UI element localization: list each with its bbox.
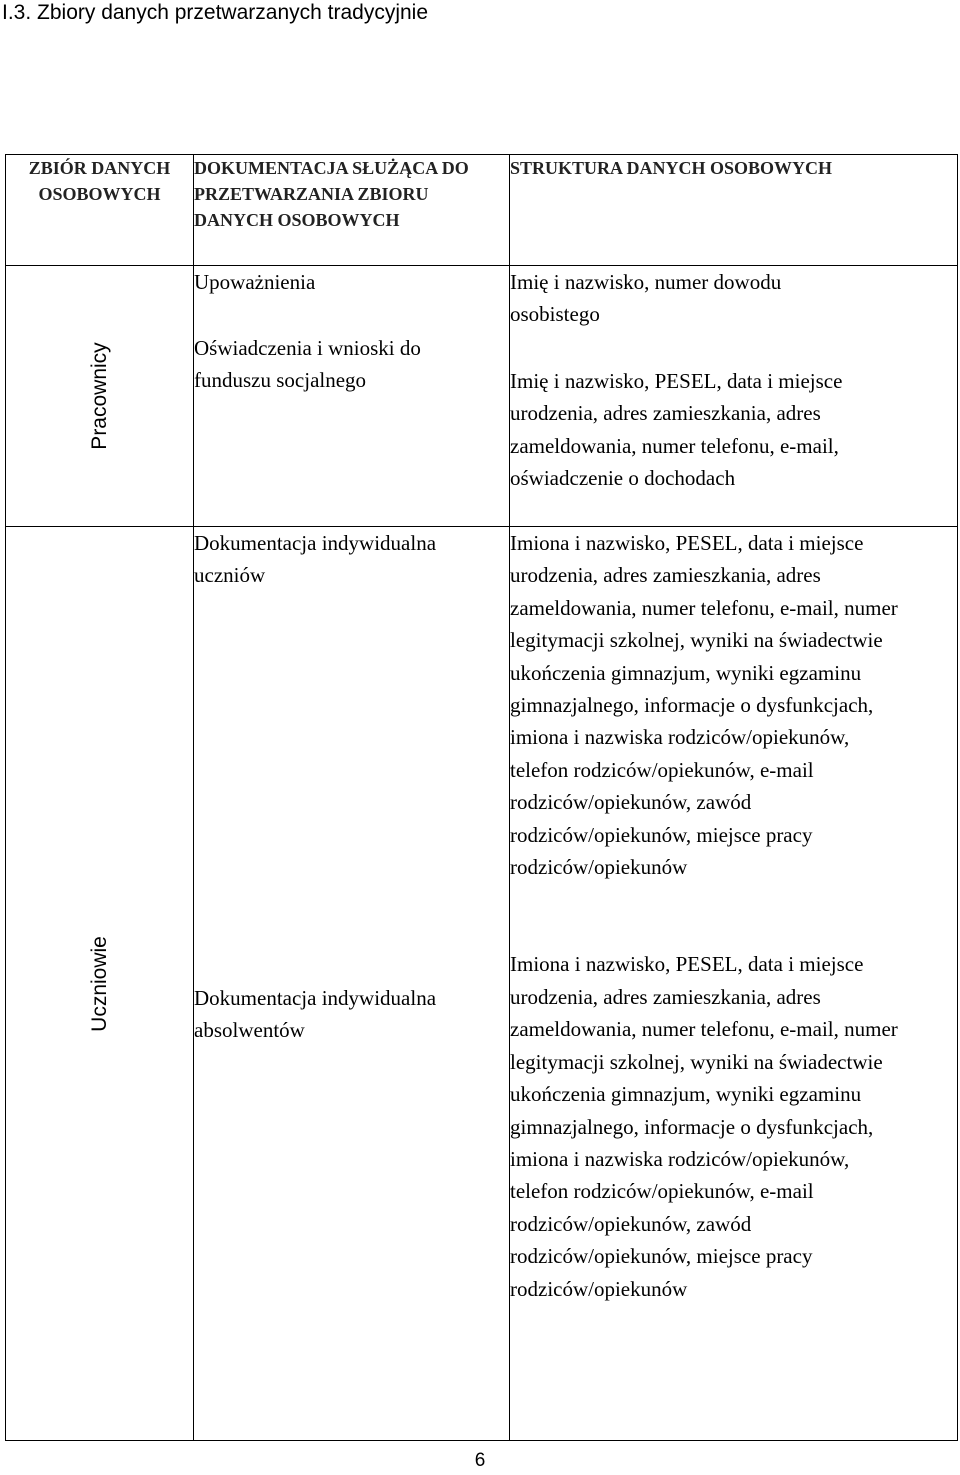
- structure-text: Imię i nazwisko, numer dowodu osobistego: [510, 270, 782, 327]
- category-label-employees: Pracownicy: [87, 342, 111, 450]
- table-header-row: [6, 155, 958, 266]
- category-label-students: Uczniowie: [87, 935, 111, 1032]
- structure-text: Imiona i nazwisko, PESEL, data i miejsce urodzenia, adres zamieszkania, adres zameldowania, numer telefonu, e-mail, numer legitymacji szkolnej, wyniki na świadectwie ukończenia gimnazjum, wyniki egzaminu gimnazjalnego, informacje o dysfunkcjach, imiona i nazwiska rodziców/opiekunów, telefon rodziców/opiekunów, e-mail rodziców/opiekunów, zawód rodziców/opiekunów, miejsce pracy rodziców/opiekunów: [510, 531, 898, 880]
- document-name: Oświadczenia i wnioski do funduszu socjalnego: [194, 336, 421, 392]
- page-number: 6: [474, 1450, 486, 1471]
- table-row-students: [6, 527, 958, 1441]
- header-documentation: DOKUMENTACJA SŁUŻĄCA DO PRZETWARZANIA ZBIORU DANYCH OSOBOWYCH: [194, 155, 510, 266]
- structure-text: Imię i nazwisko, PESEL, data i miejsce urodzenia, adres zamieszkania, adres zameldowania, numer telefonu, e-mail, oświadczenie o dochodach: [510, 368, 843, 491]
- header-data-structure: STRUKTURA DANYCH OSOBOWYCH: [510, 155, 958, 266]
- document-name: Dokumentacja indywidualna uczniów: [194, 531, 437, 587]
- structure-text: Imiona i nazwisko, PESEL, data i miejsce urodzenia, adres zamieszkania, adres zameldowania, numer telefonu, e-mail, numer legitymacji szkolnej, wyniki na świadectwie ukończenia gimnazjum, wyniki egzaminu gimnazjalnego, informacje o dysfunkcjach, imiona i nazwiska rodziców/opiekunów, telefon rodziców/opiekunów, e-mail rodziców/opiekunów, zawód rodziców/opiekunów, miejsce pracy rodziców/opiekunów: [510, 952, 898, 1301]
- structure-cell: [510, 266, 958, 527]
- personal-data-table: [5, 154, 958, 1441]
- category-cell: [6, 527, 194, 1441]
- category-cell: [6, 266, 194, 527]
- documentation-cell: [194, 527, 510, 1441]
- table-row-employees: [6, 266, 958, 527]
- section-title: I.3. Zbiory danych przetwarzanych tradycyjnie: [2, 1, 429, 24]
- document-name: Dokumentacja indywidualna absolwentów: [194, 986, 437, 1042]
- header-dataset: ZBIÓR DANYCH OSOBOWYCH: [6, 155, 194, 266]
- structure-cell: [510, 527, 958, 1441]
- document-name: Upoważnienia: [194, 270, 316, 294]
- documentation-cell: [194, 266, 510, 527]
